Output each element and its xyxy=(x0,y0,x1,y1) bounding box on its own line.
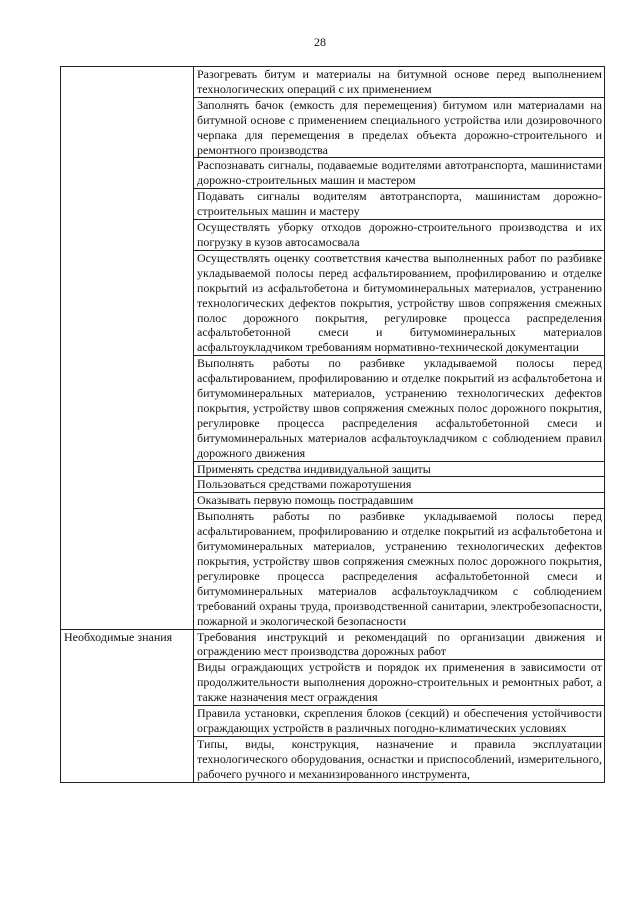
table-cell: Правила установки, скрепления блоков (секций) и обеспечения устойчивости ограждающих устройств в различных погодно-климатических условиях xyxy=(194,706,605,737)
section-label-skills xyxy=(61,67,194,630)
table-cell: Разогревать битум и материалы на битумной основе перед выполнением технологических операций с их применением xyxy=(194,67,605,98)
table-cell: Заполнять бачок (емкость для перемещения) битумом или материалами на битумной основе с применением специального устройства или дозировочного черпака для перемещения в пределах объекта дорожно-строительного и ремонтного производства xyxy=(194,97,605,158)
page-number: 28 xyxy=(314,35,326,49)
table-row xyxy=(61,629,605,660)
table-cell: Пользоваться средствами пожаротушения xyxy=(194,477,605,493)
table-cell: Применять средства индивидуальной защиты xyxy=(194,461,605,477)
table-cell: Требования инструкций и рекомендаций по организации движения и ограждению мест производства дорожных работ xyxy=(194,629,605,660)
table-cell: Подавать сигналы водителям автотранспорта, машинистам дорожно-строительных машин и мастеру xyxy=(194,189,605,220)
table-cell: Типы, виды, конструкция, назначение и правила эксплуатации технологического оборудования, оснастки и приспособлений, измерительного, рабочего ручного и механизированного инструмента, xyxy=(194,736,605,782)
requirements-table xyxy=(60,66,605,783)
table-cell: Виды ограждающих устройств и порядок их применения в зависимости от продолжительности выполнения дорожно-строительных и ремонтных работ, а также назначения мест ограждения xyxy=(194,660,605,706)
table-cell: Выполнять работы по разбивке укладываемой полосы перед асфальтированием, профилированию и отделке покрытий из асфальтобетона и битумоминеральных материалов, устранению технологических дефектов покрытия, устройству швов сопряжения смежных полос дорожного покрытия, регулировке процесса распределения асфальтобетонной смеси и битумоминеральных материалов асфальтоукладчиком с соблюдением требований охраны труда, производственной санитарии, электробезопасности, пожарной и экологической безопасности xyxy=(194,509,605,629)
table-cell: Оказывать первую помощь пострадавшим xyxy=(194,493,605,509)
section-label-knowledge: Необходимые знания xyxy=(61,629,194,782)
table-cell: Осуществлять оценку соответствия качества выполненных работ по разбивке укладываемой полосы перед асфальтированием, профилированию и отделке покрытий из асфальтобетона и битумоминеральных материалов, устранению технологических дефектов покрытия, устройству швов сопряжения смежных полос дорожного покрытия, регулировке процесса распределения асфальтобетонной смеси и битумоминеральных материалов асфальтоукладчиком требованиям нормативно-технической документации xyxy=(194,250,605,355)
table-cell: Осуществлять уборку отходов дорожно-строительного производства и их погрузку в кузов автосамосвала xyxy=(194,220,605,251)
table-cell: Распознавать сигналы, подаваемые водителями автотранспорта, машинистами дорожно-строительных машин и мастером xyxy=(194,158,605,189)
table-row xyxy=(61,67,605,98)
table-cell: Выполнять работы по разбивке укладываемой полосы перед асфальтированием, профилированию и отделке покрытий из асфальтобетона и битумоминеральных материалов, устранению технологических дефектов покрытия, устройству швов сопряжения смежных полос дорожного покрытия, регулировке процесса распределения асфальтобетонной смеси и битумоминеральных материалов асфальтоукладчиком с соблюдением правил дорожного движения xyxy=(194,356,605,461)
